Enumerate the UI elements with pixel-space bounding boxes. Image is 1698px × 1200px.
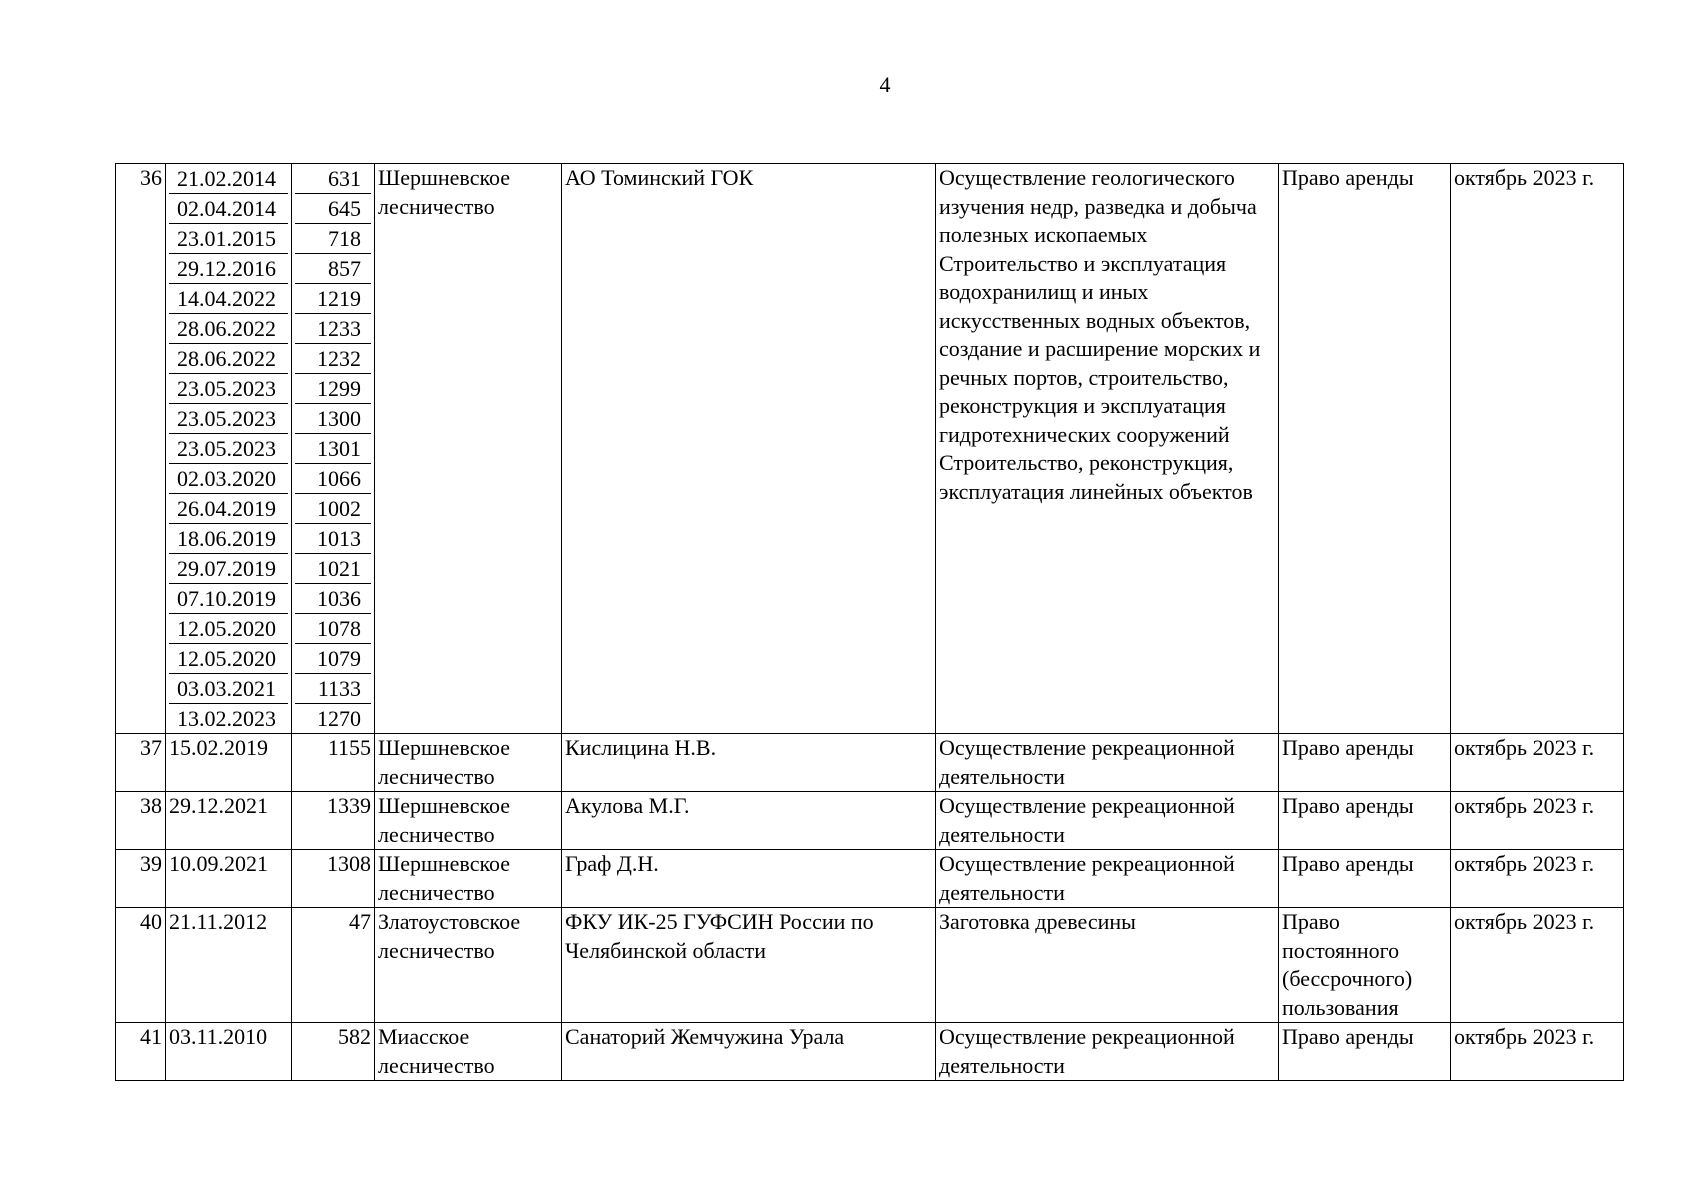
doc-number-item: 1036: [295, 584, 371, 614]
row-number: 37: [116, 734, 166, 792]
doc-number-cell: 582: [292, 1023, 375, 1081]
date-cell: 15.02.2019: [166, 734, 292, 792]
doc-number-list: [292, 164, 375, 734]
row-number: 41: [116, 1023, 166, 1081]
date-item: 02.04.2014: [169, 194, 288, 224]
purpose-cell: Осуществление рекреационной деятельности: [936, 792, 1279, 850]
date-item: 12.05.2020: [169, 614, 288, 644]
forestry-cell: Златоустовское лесничество: [375, 908, 562, 1023]
right-type-cell: Право постоянного (бессрочного) пользования: [1279, 908, 1451, 1023]
doc-number-item: 1078: [295, 614, 371, 644]
doc-number-cell: 1308: [292, 850, 375, 908]
doc-number-item: 1021: [295, 554, 371, 584]
doc-number-item: 1232: [295, 344, 371, 374]
page-number: 4: [879, 72, 891, 97]
date-item: 12.05.2020: [169, 644, 288, 674]
doc-number-item: 645: [295, 194, 371, 224]
term-cell: октябрь 2023 г.: [1451, 734, 1624, 792]
doc-number-item: 718: [295, 224, 371, 254]
user-cell: ФКУ ИК-25 ГУФСИН России по Челябинской области: [562, 908, 936, 1023]
date-item: 23.01.2015: [169, 224, 288, 254]
row-number: 36: [116, 164, 166, 734]
user-cell: Акулова М.Г.: [562, 792, 936, 850]
forestry-cell: Шершневское лесничество: [375, 850, 562, 908]
date-item: 21.02.2014: [169, 164, 288, 194]
doc-number-item: 1299: [295, 374, 371, 404]
doc-number-item: 1079: [295, 644, 371, 674]
purpose-cell: Осуществление рекреационной деятельности: [936, 850, 1279, 908]
date-cell: 21.11.2012: [166, 908, 292, 1023]
date-item: 23.05.2023: [169, 374, 288, 404]
date-item: 07.10.2019: [169, 584, 288, 614]
date-item: 14.04.2022: [169, 284, 288, 314]
forestry-cell: Шершневское лесничество: [375, 792, 562, 850]
table-row: [116, 1023, 1624, 1081]
right-type-cell: Право аренды: [1279, 850, 1451, 908]
doc-number-item: 1270: [317, 706, 361, 731]
table-row: [116, 734, 1624, 792]
purpose-cell: Заготовка древесины: [936, 908, 1279, 1023]
date-item: 23.05.2023: [169, 404, 288, 434]
doc-number-item: 1133: [295, 674, 371, 704]
right-type-cell: Право аренды: [1279, 1023, 1451, 1081]
doc-number-item: 857: [295, 254, 371, 284]
doc-number-item: 631: [295, 164, 371, 194]
date-item: 13.02.2023: [177, 706, 276, 731]
date-item: 28.06.2022: [169, 314, 288, 344]
term-cell: октябрь 2023 г.: [1451, 792, 1624, 850]
row-number: 40: [116, 908, 166, 1023]
right-type-cell: Право аренды: [1279, 734, 1451, 792]
term-cell: октябрь 2023 г.: [1451, 850, 1624, 908]
date-item: 26.04.2019: [169, 494, 288, 524]
doc-number-item: 1219: [295, 284, 371, 314]
date-item: 02.03.2020: [169, 464, 288, 494]
user-cell: Граф Д.Н.: [562, 850, 936, 908]
date-item: 18.06.2019: [169, 524, 288, 554]
user-cell: АО Томинский ГОК: [562, 164, 936, 734]
doc-number-item: 1066: [295, 464, 371, 494]
date-cell: 03.11.2010: [166, 1023, 292, 1081]
row-number: 38: [116, 792, 166, 850]
date-item: 03.03.2021: [169, 674, 288, 704]
date-cell: 10.09.2021: [166, 850, 292, 908]
term-cell: октябрь 2023 г.: [1451, 908, 1624, 1023]
purpose-cell: Осуществление рекреационной деятельности: [936, 734, 1279, 792]
forestry-cell: Миасское лесничество: [375, 1023, 562, 1081]
doc-number-cell: 47: [292, 908, 375, 1023]
table-row: [116, 792, 1624, 850]
doc-number-item: 1301: [295, 434, 371, 464]
purpose-cell: Осуществление рекреационной деятельности: [936, 1023, 1279, 1081]
date-list: [166, 164, 292, 734]
forest-lease-table: [115, 163, 1624, 1081]
date-item: 23.05.2023: [169, 434, 288, 464]
date-cell: 29.12.2021: [166, 792, 292, 850]
date-item: 29.07.2019: [169, 554, 288, 584]
doc-number-cell: 1339: [292, 792, 375, 850]
table-row: [116, 908, 1624, 1023]
user-cell: Санаторий Жемчужина Урала: [562, 1023, 936, 1081]
table-row: [116, 850, 1624, 908]
doc-number-cell: 1155: [292, 734, 375, 792]
doc-number-item: 1233: [295, 314, 371, 344]
doc-number-item: 1013: [295, 524, 371, 554]
forestry-cell: Шершневское лесничество: [375, 734, 562, 792]
user-cell: Кислицина Н.В.: [562, 734, 936, 792]
forestry-cell: Шершневское лесничество: [375, 164, 562, 734]
right-type-cell: Право аренды: [1279, 164, 1451, 734]
table-row: [116, 164, 1624, 734]
row-number: 39: [116, 850, 166, 908]
date-item: 29.12.2016: [169, 254, 288, 284]
doc-number-item: 1300: [295, 404, 371, 434]
purpose-cell: Осуществление геологического изучения недр, разведка и добыча полезных ископаемых Строительство и эксплуатация водохранилищ и иных искусственных водных объектов, создание и расширение морских и речных портов, строительство, реконструкция и эксплуатация гидротехнических сооружений Строительство, реконструкция, эксплуатация линейных объектов: [936, 164, 1279, 734]
date-item: 28.06.2022: [169, 344, 288, 374]
term-cell: октябрь 2023 г.: [1451, 1023, 1624, 1081]
term-cell: октябрь 2023 г.: [1451, 164, 1624, 734]
right-type-cell: Право аренды: [1279, 792, 1451, 850]
doc-number-item: 1002: [295, 494, 371, 524]
